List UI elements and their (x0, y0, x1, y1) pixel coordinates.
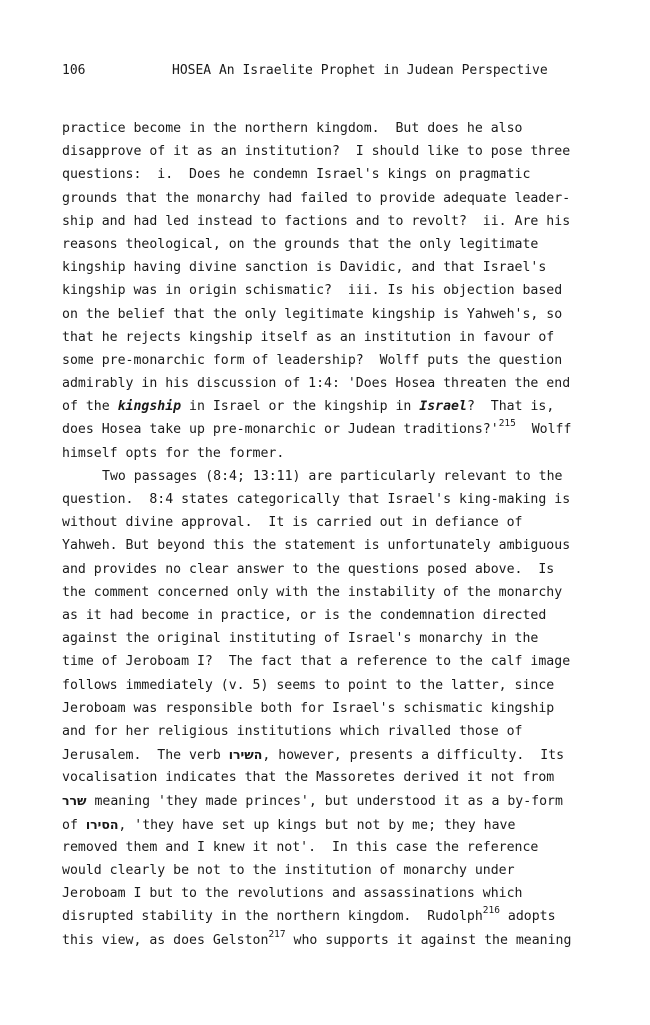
hebrew-word: הסירו (85, 816, 119, 832)
text-line (62, 395, 582, 418)
page-header (62, 63, 572, 83)
running-head: HOSEA An Israelite Prophet in Judean Perspective (172, 63, 548, 78)
footnote-ref-217: 217 (268, 928, 286, 940)
text-run: of (62, 817, 86, 833)
text-line: on the belief that the only legitimate kingship is Yahweh's, so (62, 306, 563, 322)
text-run: disrupted stability in the northern kingdom. Rudolph (62, 909, 483, 925)
page-number: 106 (62, 63, 86, 78)
text-run: of the (62, 399, 118, 415)
text-line: follows immediately (v. 5) seems to point to the latter, since (62, 677, 555, 693)
text-line (62, 813, 582, 836)
text-line: that he rejects kingship itself as an institution in favour of (62, 329, 555, 345)
emphasis-israel: Israel (419, 399, 467, 415)
text-line: question. 8:4 states categorically that Israel's king-making is (62, 492, 571, 507)
text-line: admirably in his discussion of 1:4: 'Does Hosea threaten the end (62, 376, 571, 392)
text-run: meaning 'they made princes', but understood it as a by-form (86, 794, 563, 810)
text-line: kingship was in origin schismatic? iii. Is his objection based (62, 283, 563, 299)
text-line: would clearly be not to the institution of monarchy under (62, 863, 515, 878)
paragraph-start: Two passages (8:4; 13:11) are particularly relevant to the (102, 468, 563, 484)
footnote-ref-216: 216 (482, 905, 500, 917)
text-line: reasons theological, on the grounds that the only legitimate (62, 236, 539, 252)
text-line (62, 743, 582, 766)
text-run: does Hosea take up pre-monarchic or Judean traditions?' (62, 422, 499, 438)
emphasis-kingship: kingship (117, 399, 182, 415)
text-run: , however, presents a difficulty. Its (262, 748, 565, 764)
text-line: Jeroboam was responsible both for Israel's schismatic kingship (62, 700, 555, 716)
text-run: adopts (499, 909, 556, 925)
text-line: grounds that the monarchy had failed to provide adequate leader- (62, 190, 571, 206)
text-run: this view, as does Gelston (62, 932, 269, 948)
text-line: and provides no clear answer to the questions posed above. Is (62, 561, 555, 577)
text-line (62, 905, 582, 928)
text-line (62, 418, 582, 441)
text-line: the comment concerned only with the instability of the monarchy (62, 584, 563, 600)
text-run: who supports it against the meaning (285, 932, 572, 948)
text-line: himself opts for the former. (62, 445, 285, 461)
text-line: vocalisation indicates that the Massoretes derived it not from (62, 770, 555, 786)
text-line: and for her religious institutions which rivalled those of (62, 723, 523, 739)
text-run: , 'they have set up kings but not by me; they have (118, 817, 516, 833)
hebrew-word: שרר (62, 793, 87, 809)
text-line (62, 789, 582, 812)
body-text (62, 117, 582, 952)
text-line: some pre-monarchic form of leadership? Wolff puts the question (62, 352, 563, 368)
text-run: in Israel or the kingship in (181, 399, 420, 415)
text-line: time of Jeroboam I? The fact that a reference to the calf image (62, 654, 571, 670)
text-line (62, 929, 582, 952)
text-line: as it had become in practice, or is the condemnation directed (62, 607, 547, 623)
footnote-ref-215: 215 (498, 418, 516, 430)
text-run: Jerusalem. The verb (62, 748, 229, 764)
text-line: Yahweh. But beyond this the statement is unfortunately ambiguous (62, 538, 571, 554)
text-line: Jeroboam I but to the revolutions and assassinations which (62, 886, 523, 902)
text-line: ship and had led instead to factions and to revolt? ii. Are his (62, 213, 571, 229)
text-line: kingship having divine sanction is Davidic, and that Israel's (62, 260, 547, 276)
text-line: disapprove of it as an institution? I should like to pose three (62, 144, 571, 160)
text-run: Wolff (515, 422, 572, 438)
text-line: questions: i. Does he condemn Israel's kings on pragmatic (62, 167, 531, 183)
text-run: ? That is, (466, 399, 555, 415)
hebrew-word: השירו (228, 747, 263, 763)
text-line: against the original instituting of Israel's monarchy in the (62, 631, 539, 647)
text-line: without divine approval. It is carried out in defiance of (62, 515, 523, 531)
text-line: practice become in the northern kingdom. But does he also (62, 121, 523, 136)
text-line: removed them and I knew it not'. In this case the reference (62, 839, 539, 855)
